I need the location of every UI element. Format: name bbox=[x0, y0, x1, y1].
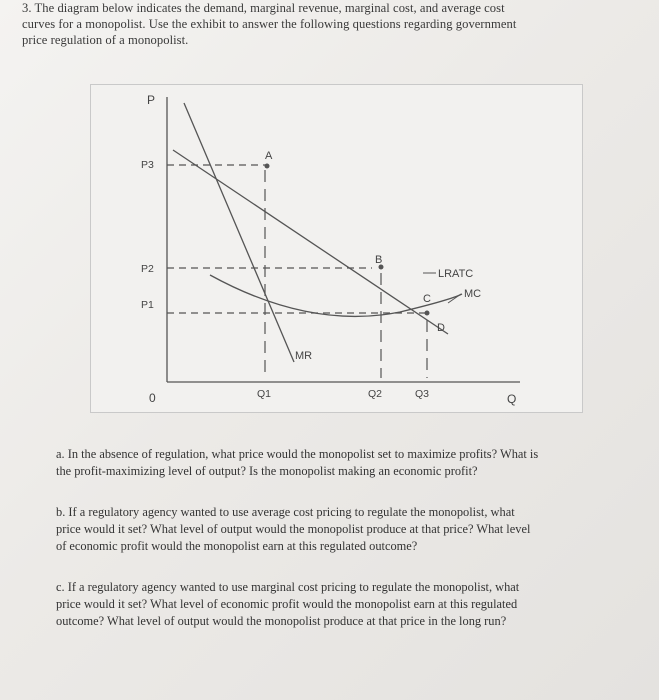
intro-line: price regulation of a monopolist. bbox=[22, 33, 189, 47]
origin-label: 0 bbox=[149, 391, 156, 405]
question-b-line: of economic profit would the monopolist earn at this regulated outcome? bbox=[56, 539, 418, 553]
question-b-line: price would it set? What level of output would the monopolist produce at that price? What level bbox=[56, 522, 531, 536]
q1-label: Q1 bbox=[257, 388, 272, 400]
mr-label: MR bbox=[295, 350, 313, 362]
price-axis-label: P bbox=[147, 93, 156, 107]
question-b bbox=[56, 504, 530, 555]
point-b-label: B bbox=[375, 254, 383, 266]
mr-curve bbox=[184, 103, 294, 362]
question-a-line: a. In the absence of regulation, what price would the monopolist set to maximize profits? What is bbox=[56, 447, 539, 461]
p3-label: P3 bbox=[141, 159, 154, 171]
point-d-label: D bbox=[437, 322, 445, 334]
p1-label: P1 bbox=[141, 299, 154, 311]
intro-line: curves for a monopolist. Use the exhibit to answer the following questions regarding government bbox=[22, 17, 517, 31]
point-d-marker bbox=[425, 311, 430, 316]
q2-label: Q2 bbox=[368, 388, 383, 400]
question-a-line: the profit-maximizing level of output? Is the monopolist making an economic profit? bbox=[56, 464, 478, 478]
quantity-axis-label: Q bbox=[507, 392, 517, 406]
point-a-label: A bbox=[265, 150, 273, 162]
lratc-label: LRATC bbox=[438, 268, 474, 280]
question-b-line: b. If a regulatory agency wanted to use average cost pricing to regulate the monopolist, what bbox=[56, 505, 515, 519]
q3-label: Q3 bbox=[415, 388, 430, 400]
intro-line: 3. The diagram below indicates the demand, marginal revenue, marginal cost, and average cost bbox=[22, 1, 505, 15]
question-c-line: price would it set? What level of economic profit would the monopolist earn at this regulated bbox=[56, 597, 518, 611]
question-c bbox=[56, 579, 519, 630]
point-a-marker bbox=[265, 164, 270, 169]
question-c-line: c. If a regulatory agency wanted to use marginal cost pricing to regulate the monopolist, what bbox=[56, 580, 520, 594]
mc-label: MC bbox=[464, 288, 482, 300]
question-c-line: outcome? What level of output would the monopolist produce at that price in the long run? bbox=[56, 614, 507, 628]
demand-curve bbox=[173, 150, 448, 334]
p2-label: P2 bbox=[141, 263, 154, 275]
point-c-label: C bbox=[423, 293, 431, 305]
question-a bbox=[56, 446, 538, 480]
